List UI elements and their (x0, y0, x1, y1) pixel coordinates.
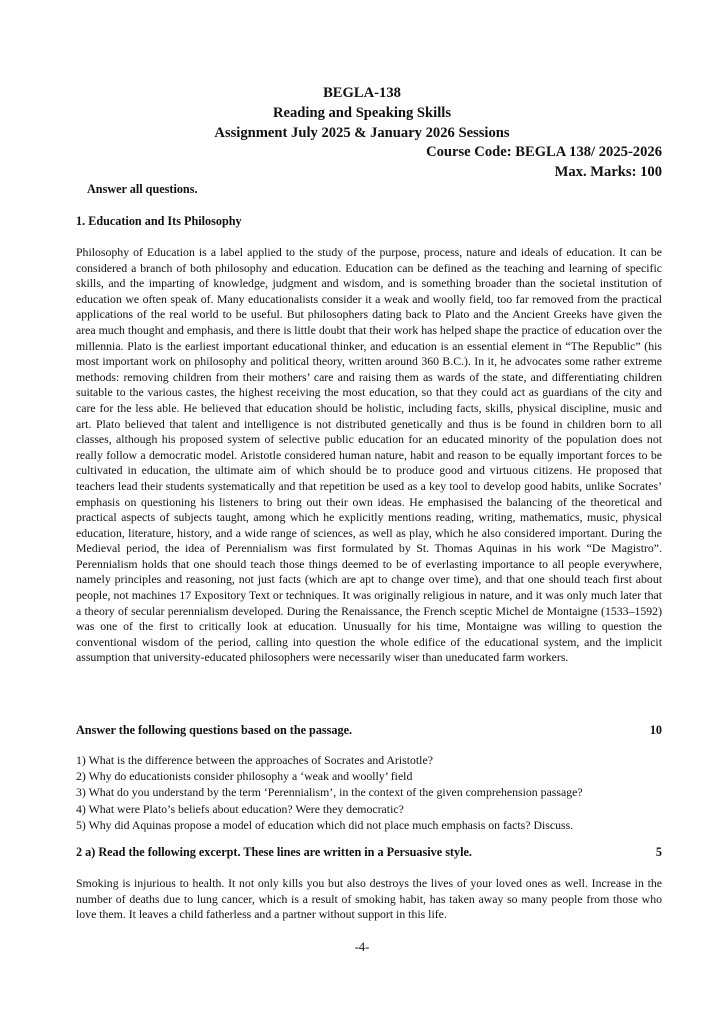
course-title: Reading and Speaking Skills (272, 105, 452, 121)
question-item: 5) Why did Aquinas propose a model of education which did not place much emphasis on facts? Discuss. (76, 817, 574, 832)
section-2-heading (76, 845, 662, 861)
section-1-heading: 1. Education and Its Philosophy (76, 214, 242, 228)
instruction: Answer all questions. (87, 182, 198, 196)
questions-marks: 10 (649, 723, 662, 737)
section-2-passage: Smoking is injurious to health. It not only kills you but also destroys the lives of your loved ones as well. Increase in the number of deaths due to lung cancer, which is a result of smoking habit, has taken away so many people from those who love them. It leaves a child fatherless and a partner without support in this life. (76, 876, 662, 922)
course-code-title: BEGLA-138 (323, 85, 401, 101)
section-2-heading-text: 2 a) Read the following excerpt. These lines are written in a Persuasive style. (76, 845, 472, 859)
page-number: -4- (354, 940, 370, 954)
max-marks: Max. Marks: 100 (554, 164, 662, 180)
question-item: 4) What were Plato’s beliefs about education? Were they democratic? (76, 801, 404, 816)
question-item: 1) What is the difference between the approaches of Socrates and Aristotle? (76, 753, 433, 767)
section-1-passage: Philosophy of Education is a label applied to the study of the purpose, process, nature and ideals of education. It can be considered a branch of both philosophy and education. Education can be defined as the teaching and learning of specific skills, and the imparting of knowledge, judgment and wisdom, and is something broader than the societal institution of education we often speak of. Many educationalists consider it a weak and woolly field, too far removed from the practical applications of the real world to be useful. But philosophers dating back to Plato and the Ancient Greeks have given the area much thought and emphasis, and there is little doubt that their work has helped shape the practice of education over the millennia. Plato is the earliest important educational thinker, and education is an essential element in “The Republic” (his most important work on philosophy and political theory, written around 360 B.C.). In it, he advocates some rather extreme methods: removing children from their mothers’ care and raising them as wards of the state, and differentiating children suitable to the various castes, the highest receiving the most education, so that they could act as guardians of the city and care for the less able. He believed that education should be holistic, including facts, skills, physical discipline, music and art. Plato believed that talent and intelligence is not distributed genetically and thus is be found in children born to all classes, although his proposed system of selective public education for an educated minority of the population does not really follow a democratic model. Aristotle considered human nature, habit and reason to be equally important forces to be cultivated in education, the ultimate aim of which should be to produce good and virtuous citizens. He proposed that teachers lead their students systematically and that repetition be used as a key tool to develop good habits, unlike Socrates’ emphasis on questioning his listeners to bring out their own ideas. He emphasised the balancing of the theoretical and practical aspects of subjects taught, among which he explicitly mentions reading, writing, mathematics, music, physical education, literature, history, and a wide range of sciences, as well as play, which he also considered important. During the Medieval period, the idea of Perennialism was first formulated by St. Thomas Aquinas in his work “De Magistro”. Perennialism holds that one should teach those things deemed to be of everlasting importance to all people everywhere, namely principles and reasoning, not just facts (which are apt to change over time), and that one should teach first about people, not machines 17 Expository Text or techniques. It was originally religious in nature, and it was only much later that a theory of secular perennialism developed. During the Renaissance, the French sceptic Michel de Montaigne (1533–1592) was one of the first to critically look at education. Unusually for his time, Montaigne was willing to question the conventional wisdom of the period, calling into question the whole edifice of the educational system, and the implicit assumption that university-educated philosophers were necessarily wiser than uneducated farm workers. (76, 245, 662, 665)
question-item: 3) What do you understand by the term ‘Perennialism’, in the context of the given comprehension passage? (76, 785, 583, 800)
questions-list (76, 752, 662, 833)
question-item: 2) Why do educationists consider philosophy a ‘weak and woolly’ field (76, 769, 413, 784)
course-code-line: Course Code: BEGLA 138/ 2025-2026 (426, 144, 662, 160)
questions-heading (76, 723, 662, 739)
questions-heading-text: Answer the following questions based on the passage. (76, 723, 353, 737)
assignment-sessions: Assignment July 2025 & January 2026 Sessions (214, 125, 510, 141)
section-2-marks: 5 (655, 845, 662, 859)
